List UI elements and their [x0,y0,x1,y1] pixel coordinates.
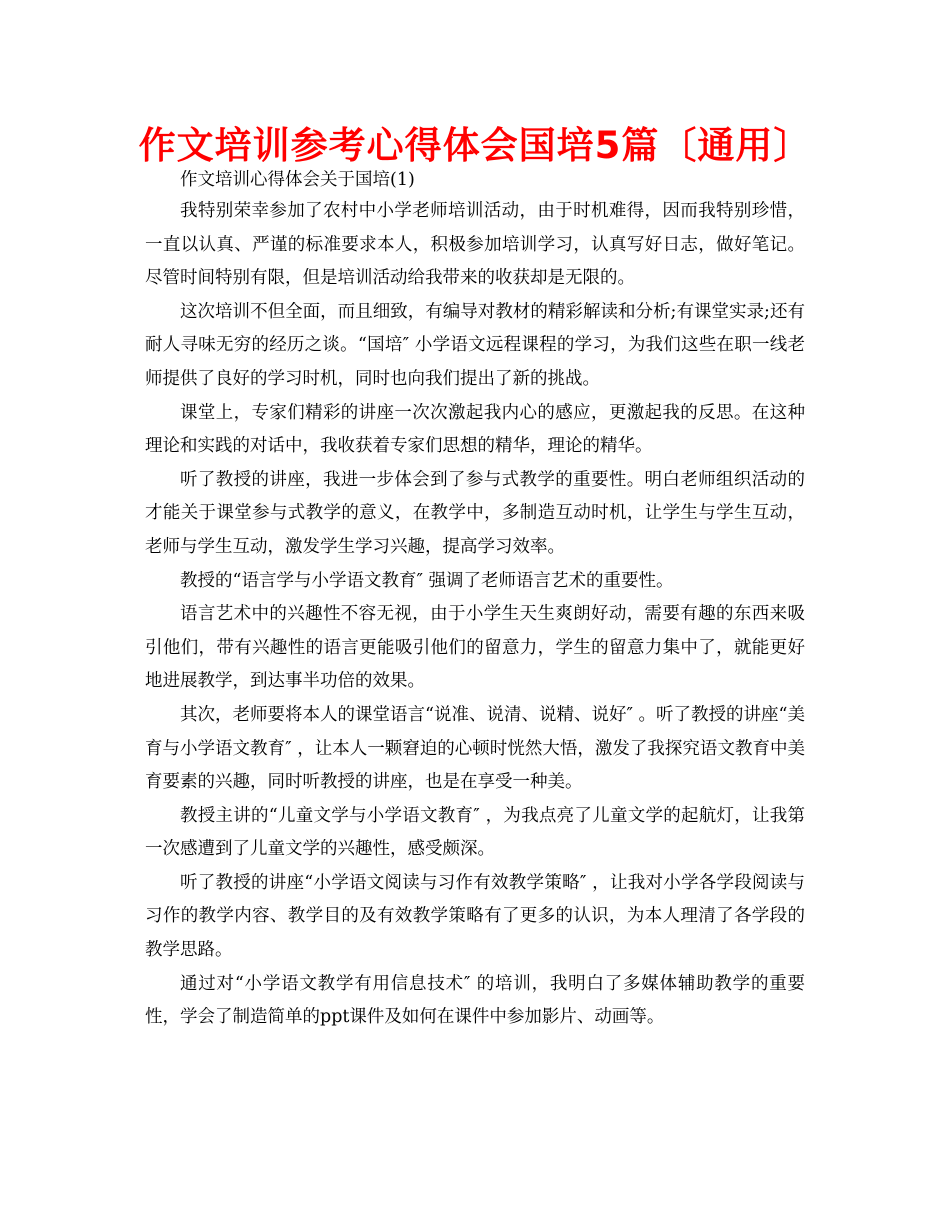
document-subtitle: 作文培训心得体会关于国培(1) [180,170,415,190]
paragraph: 教授的“语言学与小学语文教育″ 强调了老师语言艺术的重要性。 [180,570,674,591]
paragraph: 其次，老师要将本人的课堂语言“说准、说清、说精、说好″ 。听了教授的讲座“美育与小学语文教育″ ，让本人一颗窘迫的心顿时恍然大悟，激发了我探究语文教育中美育要素的兴趣，同时听教授的讲座，也是在享受一种美。 [145,704,805,793]
paragraph: 语言艺术中的兴趣性不容无视，由于小学生天生爽朗好动，需要有趣的东西来吸引他们，带有兴趣性的语言更能吸引他们的留意力，学生的留意力集中了，就能更好地进展教学，到达事半功倍的效果。 [145,604,805,692]
document-title: 作文培训参考心得体会国培5篇〔通用〕 [138,124,812,167]
paragraph: 教授主讲的“儿童文学与小学语文教育″ ，为我点亮了儿童文学的起航灯，让我第一次感遭到了儿童文学的兴趣性，感受颇深。 [145,805,805,860]
paragraph: 听了教授的讲座“小学语文阅读与习作有效教学策略″ ，让我对小学各学段阅读与习作的教学内容、教学目的及有效教学策略有了更多的认识，为本人理清了各学段的教学思路。 [145,872,805,961]
paragraph: 听了教授的讲座，我进一步体会到了参与式教学的重要性。明白老师组织活动的才能关于课堂参与式教学的意义，在教学中，多制造互动时机，让学生与学生互动，老师与学生互动，激发学生学习兴趣，提高学习效率。 [145,469,805,557]
paragraph: 通过对“小学语文教学有用信息技术″ 的培训，我明白了多媒体辅助教学的重要性，学会了制造简单的ppt课件及如何在课件中参加影片、动画等。 [145,973,805,1028]
paragraph: 我特别荣幸参加了农村中小学老师培训活动，由于时机难得，因而我特别珍惜，一直以认真、严谨的标准要求本人，积极参加培训学习，认真写好日志，做好笔记。尽管时间特别有限，但是培训活动给我带来的收获却是无限的。 [145,201,805,289]
paragraph: 课堂上，专家们精彩的讲座一次次激起我内心的感应，更激起我的反思。在这种理论和实践的对话中，我收获着专家们思想的精华，理论的精华。 [145,402,805,457]
document-body [145,165,805,1035]
paragraph: 这次培训不但全面，而且细致，有编导对教材的精彩解读和分析;有课堂实录;还有耐人寻味无穷的经历之谈。“国培″ 小学语文远程课程的学习，为我们这些在职一线老师提供了良好的学习时机，同时也向我们提出了新的挑战。 [145,301,805,389]
